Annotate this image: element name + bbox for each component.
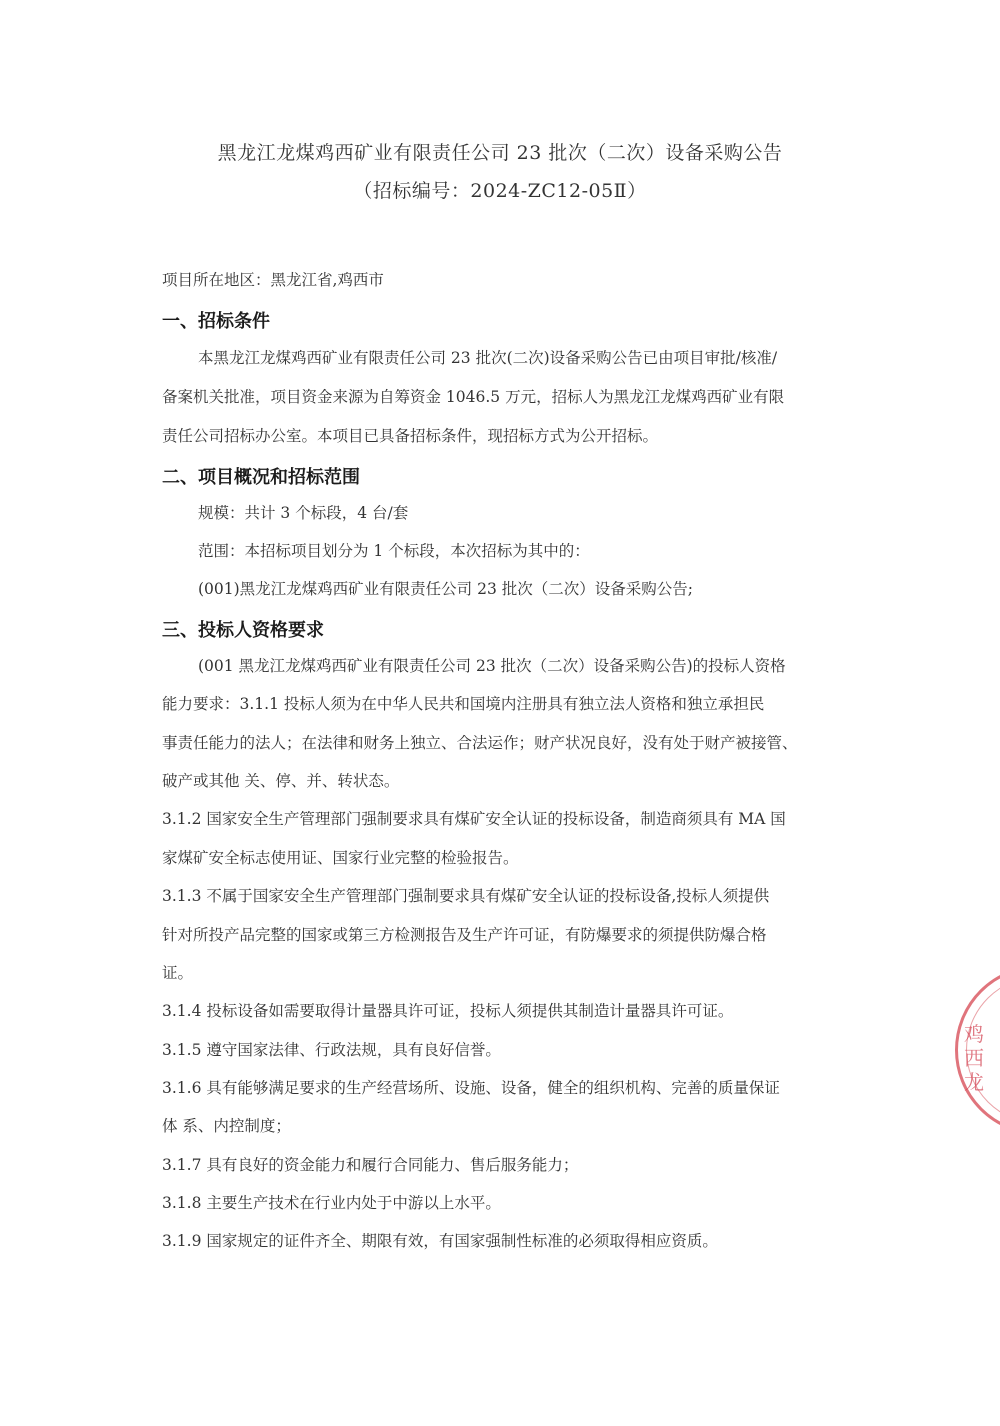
requirement-3-1-6: 3.1.6 具有能够满足要求的生产经营场所、设施、设备，健全的组织机构、完善的质量保证: [162, 1079, 780, 1097]
paragraph-line: 本黑龙江龙煤鸡西矿业有限责任公司 23 批次(二次)设备采购公告已由项目审批/核准/: [198, 349, 778, 367]
paragraph-line: 能力要求：3.1.1 投标人须为在中华人民共和国境内注册具有独立法人资格和独立承担民: [162, 695, 765, 713]
paragraph-line: 备案机关批准，项目资金来源为自筹资金 1046.5 万元，招标人为黑龙江龙煤鸡西矿业有限: [162, 388, 785, 406]
requirement-3-1-2: 3.1.2 国家安全生产管理部门强制要求具有煤矿安全认证的投标设备，制造商须具有 MA 国: [162, 810, 786, 828]
project-region: 项目所在地区：黑龙江省,鸡西市: [162, 271, 384, 289]
section-heading-project-overview: 二、项目概况和招标范围: [162, 467, 360, 488]
project-scale: 规模：共计 3 个标段，4 台/套: [198, 504, 409, 522]
requirement-3-1-5: 3.1.5 遵守国家法律、行政法规，具有良好信誉。: [162, 1041, 501, 1059]
paragraph-line: 体 系、内控制度；: [162, 1117, 291, 1135]
paragraph-line: 责任公司招标办公室。本项目已具备招标条件，现招标方式为公开招标。: [162, 427, 659, 445]
official-seal-icon: [955, 965, 1000, 1135]
seal-text: 鸡西龙: [964, 1022, 984, 1094]
paragraph-line: 破产或其他 关、停、并、转状态。: [162, 772, 400, 790]
lot-item: (001)黑龙江龙煤鸡西矿业有限责任公司 23 批次（二次）设备采购公告;: [198, 580, 693, 598]
requirement-3-1-3: 3.1.3 不属于国家安全生产管理部门强制要求具有煤矿安全认证的投标设备,投标人须提供: [162, 887, 770, 905]
requirement-3-1-4: 3.1.4 投标设备如需要取得计量器具许可证，投标人须提供其制造计量器具许可证。: [162, 1002, 734, 1020]
paragraph-line: 证。: [162, 964, 194, 982]
document-title: 黑龙江龙煤鸡西矿业有限责任公司 23 批次（二次）设备采购公告: [217, 142, 783, 164]
paragraph-line: 针对所投产品完整的国家或第三方检测报告及生产许可证，有防爆要求的须提供防爆合格: [162, 926, 767, 944]
paragraph-line: 家煤矿安全标志使用证、国家行业完整的检验报告。: [162, 849, 519, 867]
project-scope: 范围：本招标项目划分为 1 个标段，本次招标为其中的：: [198, 542, 590, 560]
requirement-3-1-9: 3.1.9 国家规定的证件齐全、期限有效，有国家强制性标准的必须取得相应资质。: [162, 1232, 718, 1250]
tender-number: （招标编号：2024-ZC12-05Ⅱ）: [353, 180, 647, 202]
paragraph-line: (001 黑龙江龙煤鸡西矿业有限责任公司 23 批次（二次）设备采购公告)的投标人资格: [198, 657, 786, 675]
section-heading-bidder-qualifications: 三、投标人资格要求: [162, 620, 324, 641]
section-heading-tender-conditions: 一、招标条件: [162, 311, 270, 332]
requirement-3-1-8: 3.1.8 主要生产技术在行业内处于中游以上水平。: [162, 1194, 501, 1212]
paragraph-line: 事责任能力的法人；在法律和财务上独立、合法运作；财产状况良好，没有处于财产被接管、: [162, 734, 798, 752]
requirement-3-1-7: 3.1.7 具有良好的资金能力和履行合同能力、售后服务能力；: [162, 1156, 579, 1174]
